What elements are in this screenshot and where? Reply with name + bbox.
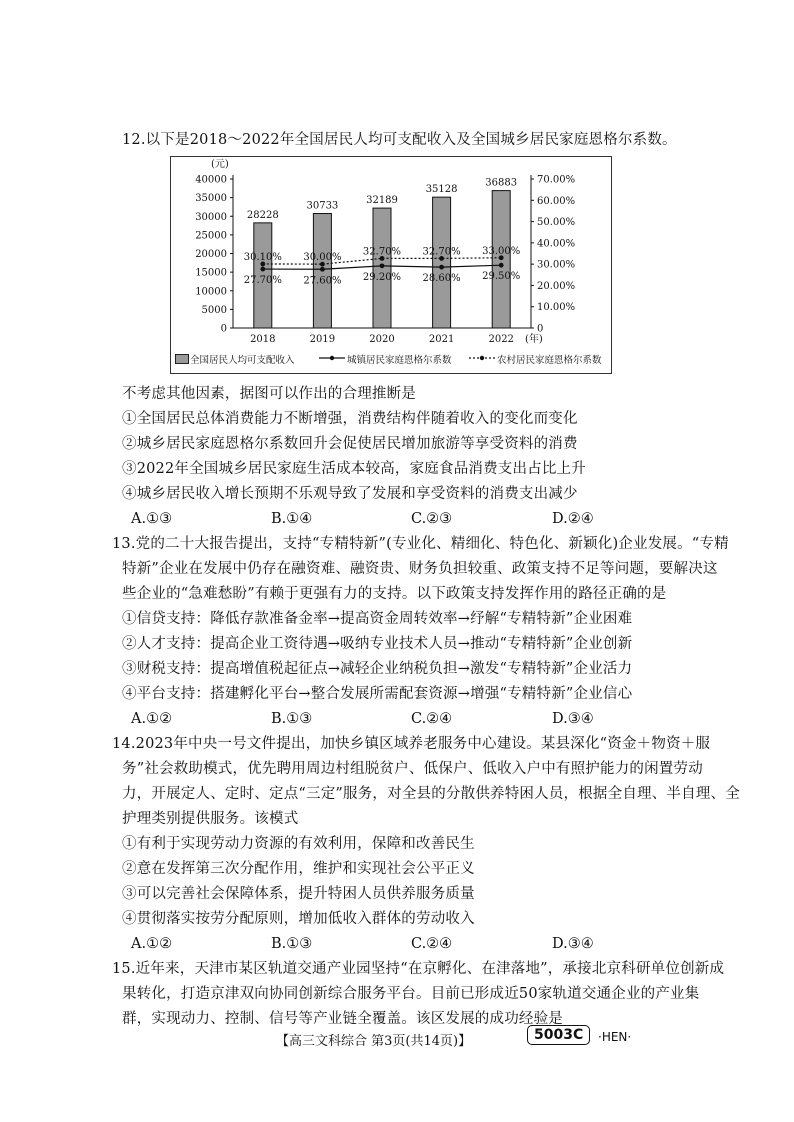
q15-line-1: 15.近年来，天津市某区轨道交通产业园坚持“在京孵化、在津落地”，承接北京科研单位创新成 [112, 961, 725, 977]
left-tick-label: 35000 [195, 193, 227, 205]
q13-line-3: 些企业的“急难愁盼”有赖于更强有力的支持。以下政策支持发挥作用的路径正确的是 [122, 586, 667, 602]
income-bar-label: 28228 [246, 209, 279, 221]
region-tag: ·HEN· [598, 1030, 632, 1044]
q12-option-b[interactable]: B.①④ [271, 511, 313, 527]
q13-option-a[interactable]: A.①② [131, 711, 173, 727]
legend-bar-label: 全国居民人均可支配收入 [190, 355, 295, 366]
q13-item-4: ④平台支持：搭建孵化平台→整合发展所需配套资源→增强“专精特新”企业信心 [122, 686, 633, 702]
urban-engel-label: 27.70% [243, 275, 282, 287]
q12-option-a[interactable]: A.①③ [131, 511, 173, 527]
right-tick-label: 70.00% [537, 174, 576, 186]
left-tick-label: 25000 [195, 230, 227, 242]
q14-line-3: 力，开展定人、定时、定点“三定”服务，对全县的分散供养特困人员，根据全自理、半自理、全 [122, 786, 740, 802]
legend-bar-swatch [175, 354, 189, 364]
q14-item-3: ③可以完善社会保障体系，提升特困人员供养服务质量 [122, 886, 475, 902]
urban-engel-label: 29.50% [482, 271, 521, 283]
q12-item-3: ③2022年全国城乡居民家庭生活成本较高，家庭食品消费支出占比上升 [122, 461, 586, 477]
income-bar-label: 36883 [485, 177, 518, 189]
left-tick-label: 20000 [195, 249, 227, 260]
rural-engel-label: 33.00% [482, 245, 521, 257]
rural-engel-label: 30.00% [303, 252, 342, 264]
legend-urban-label: 城镇居民家庭恩格尔系数 [347, 355, 452, 366]
x-unit-label: (年) [525, 334, 543, 345]
q14-option-a[interactable]: A.①② [131, 936, 173, 952]
legend-urban-swatch [319, 354, 345, 362]
q15-line-3: 群，实现动力、控制、信号等产业链全覆盖。该区发展的成功经验是 [122, 1011, 563, 1027]
q14-option-b[interactable]: B.①③ [271, 936, 313, 952]
urban-engel-point [260, 267, 265, 272]
q14-item-4: ④贯彻落实按劳分配原则，增加低收入群体的劳动收入 [122, 911, 475, 927]
urban-engel-point [320, 267, 325, 272]
q13-option-d[interactable]: D.③④ [552, 711, 594, 727]
q12-stem: 12.以下是2018～2022年全国居民人均可支配收入及全国城乡居民家庭恩格尔系数。 [122, 132, 677, 148]
q12-item-4: ④城乡居民收入增长预期不乐观导致了发展和享受资料的消费支出减少 [122, 486, 578, 502]
right-tick-label: 40.00% [537, 238, 576, 250]
q14-line-4: 护理类别提供服务。该模式 [122, 811, 299, 827]
left-tick-label: 10000 [195, 286, 227, 298]
right-tick-label: 50.00% [537, 217, 576, 229]
q12-question: 不考虑其他因素，据图可以作出的合理推断是 [122, 386, 416, 402]
y-unit-label: (元) [211, 159, 229, 170]
right-tick-label: 0 [537, 323, 544, 335]
left-tick-label: 5000 [201, 304, 227, 316]
urban-engel-point [380, 263, 385, 268]
q13-option-c[interactable]: C.②④ [411, 711, 453, 727]
right-tick-label: 60.00% [537, 195, 576, 207]
q13-item-2: ②人才支持：提高企业工资待遇→吸纳专业技术人员→推动“专精特新”企业创新 [122, 636, 633, 652]
rural-engel-label: 32.70% [362, 246, 402, 258]
page-label: 【高三文科综合 第3页(共14页)】 [276, 1034, 472, 1049]
q14-option-c[interactable]: C.②④ [411, 936, 453, 952]
q14-line-1: 14.2023年中央一号文件提出，加快乡镇区域养老服务中心建设。某县深化“资金＋物资＋服 [112, 736, 711, 752]
urban-engel-label: 29.20% [362, 271, 402, 283]
q12-option-c[interactable]: C.②③ [411, 511, 453, 527]
q13-item-1: ①信贷支持：降低存款准备金率→提高资金周转效率→纾解“专精特新”企业困难 [122, 611, 633, 627]
left-tick-label: 15000 [195, 267, 227, 279]
rural-engel-label: 30.10% [243, 251, 282, 263]
chart-canvas [171, 157, 611, 349]
urban-engel-label: 28.60% [422, 273, 461, 285]
right-tick-label: 30.00% [537, 259, 576, 271]
q12-item-1: ①全国居民总体消费能力不断增强，消费结构伴随着收入的变化而变化 [122, 411, 578, 427]
x-tick-label: 2022 [488, 334, 514, 345]
right-tick-label: 20.00% [537, 280, 576, 292]
left-tick-label: 30000 [195, 211, 227, 223]
exam-code-badge: 5003C [527, 1025, 590, 1045]
q13-option-b[interactable]: B.①③ [271, 711, 313, 727]
x-tick-label: 2021 [428, 334, 455, 345]
right-tick-label: 10.00% [537, 302, 576, 314]
q14-item-2: ②意在发挥第三次分配作用，维护和实现社会公平正义 [122, 861, 475, 877]
q13-line-1: 13.党的二十大报告提出，支持“专精特新”(专业化、精细化、特色化、新颖化)企业发展。“专精 [112, 536, 729, 552]
q14-line-2: 务”社会救助模式，优先聘用周边村组脱贫户、低保户、低收入户中有照护能力的闲置劳动 [122, 761, 703, 777]
q14-option-d[interactable]: D.③④ [552, 936, 594, 952]
urban-engel-label: 27.60% [303, 275, 342, 287]
left-tick-label: 40000 [195, 174, 227, 186]
q12-item-2: ②城乡居民家庭恩格尔系数回升会促使居民增加旅游等享受资料的消费 [122, 436, 578, 452]
q15-line-2: 果转化，打造京津双向协同创新综合服务平台。目前已形成近50家轨道交通企业的产业集 [122, 986, 700, 1002]
chart-legend [171, 350, 611, 370]
urban-engel-point [499, 263, 504, 268]
income-bar [433, 197, 451, 328]
x-tick-label: 2020 [369, 334, 395, 345]
left-tick-label: 0 [220, 323, 227, 335]
income-engel-chart [170, 156, 612, 374]
income-bar-label: 35128 [425, 184, 458, 196]
q13-line-2: 特新”企业在发展中仍存在融资难、融资贵、财务负担较重、政策支持不足等问题，要解决这 [122, 561, 718, 577]
legend-rural-label: 农村居民家庭恩格尔系数 [497, 355, 602, 366]
urban-engel-point [439, 265, 444, 270]
income-bar-label: 32189 [366, 195, 398, 207]
x-tick-label: 2019 [309, 334, 336, 345]
q13-item-3: ③财税支持：提高增值税起征点→减轻企业纳税负担→激发“专精特新”企业活力 [122, 661, 633, 677]
legend-rural-swatch [469, 354, 495, 362]
rural-engel-label: 32.70% [422, 246, 461, 258]
x-tick-label: 2018 [250, 334, 276, 345]
q12-option-d[interactable]: D.②④ [552, 511, 594, 527]
income-bar-label: 30733 [306, 200, 339, 212]
q14-item-1: ①有利于实现劳动力资源的有效利用，保障和改善民生 [122, 836, 475, 852]
